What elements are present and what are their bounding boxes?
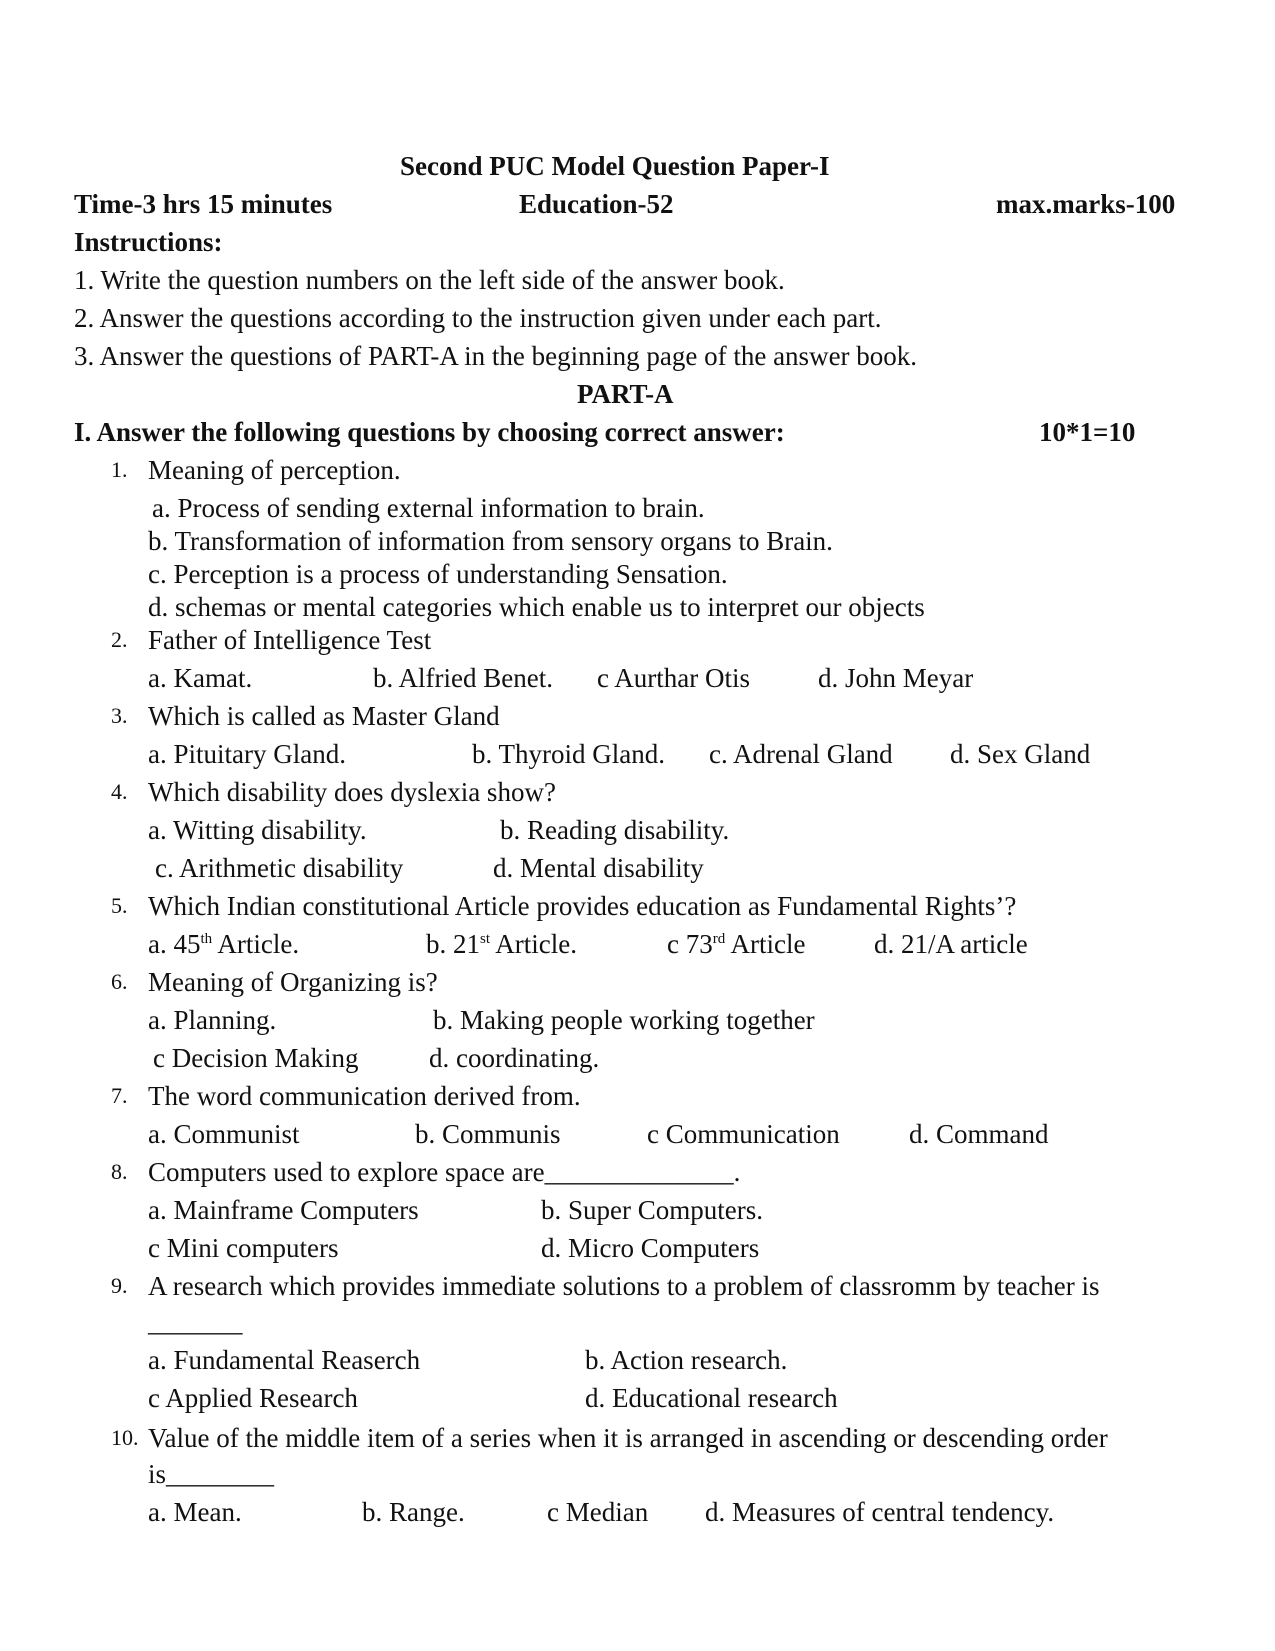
option: a. Planning. <box>148 1005 277 1035</box>
question-text: Which is called as Master Gland <box>148 701 500 731</box>
option: a. Mean. <box>148 1497 242 1527</box>
paper-title: Second PUC Model Question Paper-I <box>400 151 830 181</box>
question-number: 4. <box>111 779 128 804</box>
option: c Aurthar Otis <box>597 663 750 693</box>
option: c 73rd Article <box>667 929 806 959</box>
question-number: 8. <box>111 1159 128 1184</box>
option: d. Measures of central tendency. <box>705 1497 1055 1527</box>
option: a. 45th Article. <box>148 929 300 959</box>
question-text: Which disability does dyslexia show? <box>148 777 556 807</box>
part-a-heading: PART-A <box>577 379 674 409</box>
option: d. Command <box>909 1119 1049 1149</box>
option: a. Witting disability. <box>148 815 367 845</box>
option: a. Kamat. <box>148 663 253 693</box>
option: a. Mainframe Computers <box>148 1195 419 1225</box>
instructions-heading: Instructions: <box>74 227 223 257</box>
option: b. Alfried Benet. <box>373 663 553 693</box>
question-text: The word communication derived from. <box>148 1081 581 1111</box>
option: c Median <box>547 1497 649 1527</box>
option: c Communication <box>647 1119 840 1149</box>
option: d. Sex Gland <box>950 739 1091 769</box>
answer-blank: _______ <box>148 1307 243 1337</box>
section-title: I. Answer the following questions by choosing correct answer: <box>74 417 785 447</box>
option: c. Perception is a process of understanding Sensation. <box>148 559 728 589</box>
question-number: 7. <box>111 1083 128 1108</box>
option: c Decision Making <box>153 1043 359 1073</box>
option: d. John Meyar <box>818 663 974 693</box>
option: b. 21st Article. <box>426 929 577 959</box>
option: b. Super Computers. <box>541 1195 763 1225</box>
question-number: 2. <box>111 627 128 652</box>
question-text: Which Indian constitutional Article provides education as Fundamental Rights’? <box>148 891 1017 921</box>
question-number: 6. <box>111 969 128 994</box>
option: b. Action research. <box>585 1345 788 1375</box>
option: b. Reading disability. <box>500 815 730 845</box>
option: a. Fundamental Reaserch <box>148 1345 421 1375</box>
question-text: Computers used to explore space are______________. <box>148 1157 741 1187</box>
answer-blank: is________ <box>148 1459 275 1489</box>
option: d. 21/A article <box>874 929 1028 959</box>
section-marks: 10*1=10 <box>1039 417 1136 447</box>
question-number: 1. <box>111 457 128 482</box>
option: b. Communis <box>415 1119 561 1149</box>
instruction-item: 3. Answer the questions of PART-A in the beginning page of the answer book. <box>74 341 918 371</box>
option: a. Process of sending external information to brain. <box>152 493 705 523</box>
option: d. schemas or mental categories which enable us to interpret our objects <box>148 592 925 622</box>
subject-code: Education-52 <box>519 189 674 219</box>
option: d. coordinating. <box>429 1043 600 1073</box>
max-marks: max.marks-100 <box>996 189 1176 219</box>
option: b. Transformation of information from sensory organs to Brain. <box>148 526 833 556</box>
option: b. Making people working together <box>433 1005 815 1035</box>
option: b. Range. <box>362 1497 465 1527</box>
option: c. Arithmetic disability <box>155 853 404 883</box>
option: a. Pituitary Gland. <box>148 739 346 769</box>
option: d. Educational research <box>585 1383 838 1413</box>
instruction-item: 1. Write the question numbers on the left side of the answer book. <box>74 265 785 295</box>
option: c Applied Research <box>148 1383 358 1413</box>
option: c Mini computers <box>148 1233 339 1263</box>
option: b. Thyroid Gland. <box>472 739 665 769</box>
question-number: 3. <box>111 703 128 728</box>
option: c. Adrenal Gland <box>709 739 893 769</box>
question-text: Value of the middle item of a series when it is arranged in ascending or descending order <box>148 1423 1108 1453</box>
question-number: 5. <box>111 893 128 918</box>
question-number: 9. <box>111 1273 128 1298</box>
instruction-item: 2. Answer the questions according to the instruction given under each part. <box>74 303 882 333</box>
question-text: Father of Intelligence Test <box>148 625 432 655</box>
question-text: Meaning of perception. <box>148 455 401 485</box>
option: a. Communist <box>148 1119 300 1149</box>
question-text: A research which provides immediate solutions to a problem of classromm by teacher is <box>148 1271 1100 1301</box>
option: d. Mental disability <box>493 853 704 883</box>
question-text: Meaning of Organizing is? <box>148 967 438 997</box>
time-duration: Time-3 hrs 15 minutes <box>74 189 333 219</box>
option: d. Micro Computers <box>541 1233 760 1263</box>
question-number: 10. <box>111 1425 139 1450</box>
